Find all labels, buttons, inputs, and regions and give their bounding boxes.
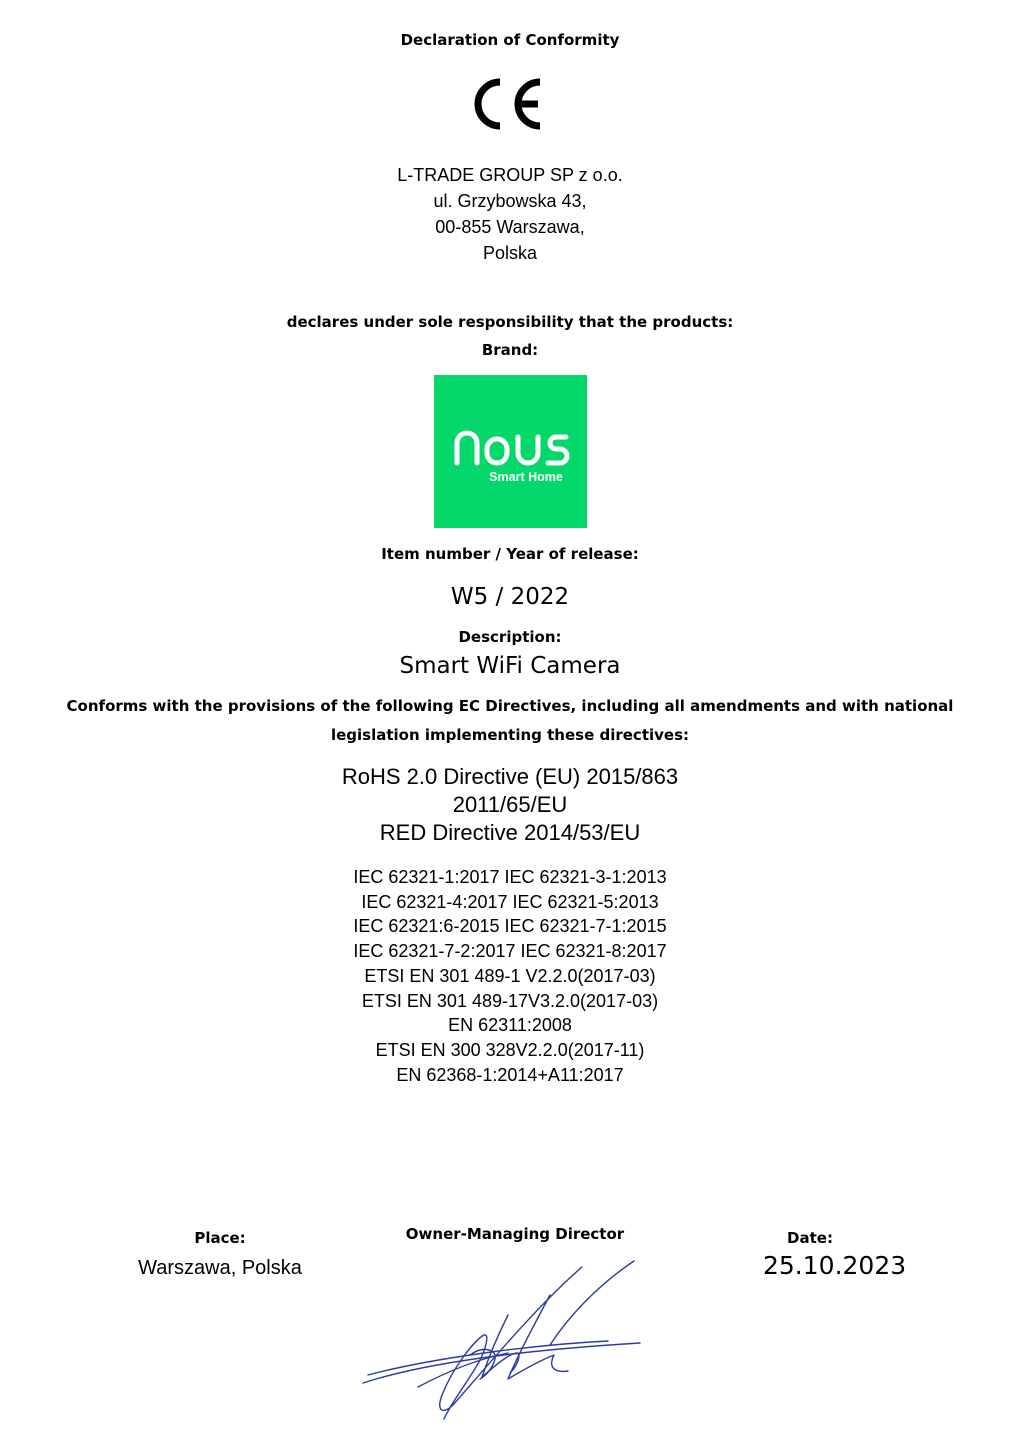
brand-logo xyxy=(434,375,587,528)
company-name: L-TRADE GROUP SP z o.o. xyxy=(397,165,623,185)
conformity-line-2: legislation implementing these directives: xyxy=(330,726,690,744)
nous-logo-icon xyxy=(434,375,587,528)
standard-item: IEC 62321-7-2:2017 IEC 62321-8:2017 xyxy=(353,941,667,962)
company-city: 00-855 Warszawa, xyxy=(435,217,585,237)
company-street: ul. Grzybowska 43, xyxy=(433,191,587,211)
brand-label: Brand: xyxy=(481,341,539,359)
date-label: Date: xyxy=(787,1229,833,1247)
signature-icon xyxy=(358,1255,648,1425)
description-label: Description: xyxy=(458,628,562,646)
directive-item: 2011/65/EU xyxy=(452,792,568,817)
date-value: 25.10.2023 xyxy=(763,1251,907,1280)
owner-managing-director-label: Owner-Managing Director xyxy=(405,1225,625,1243)
document-title: Declaration of Conformity xyxy=(400,31,620,49)
standards-list xyxy=(0,865,1020,1087)
directive-item: RoHS 2.0 Directive (EU) 2015/863 xyxy=(341,764,679,789)
place-label: Place: xyxy=(194,1229,246,1247)
company-address xyxy=(0,162,1020,266)
item-label: Item number / Year of release: xyxy=(381,545,639,563)
directive-item: RED Directive 2014/53/EU xyxy=(379,820,641,845)
conformity-statement xyxy=(0,692,1020,750)
standard-item: ETSI EN 301 489-1 V2.2.0(2017-03) xyxy=(364,965,656,986)
standard-item: IEC 62321:6-2015 IEC 62321-7-1:2015 xyxy=(353,916,667,937)
company-country: Polska xyxy=(482,243,538,263)
standard-item: IEC 62321-4:2017 IEC 62321-5:2013 xyxy=(361,891,659,912)
conformity-line-1: Conforms with the provisions of the following EC Directives, including all amendments and with national xyxy=(66,697,954,715)
description-value: Smart WiFi Camera xyxy=(399,653,621,679)
standard-item: EN 62368-1:2014+A11:2017 xyxy=(396,1064,624,1085)
declaration-statement: declares under sole responsibility that the products: xyxy=(286,313,734,331)
standard-item: IEC 62321-1:2017 IEC 62321-3-1:2013 xyxy=(353,867,667,887)
place-value: Warszawa, Polska xyxy=(138,1257,302,1279)
item-value: W5 / 2022 xyxy=(450,584,570,610)
directives-list xyxy=(0,763,1020,847)
standard-item: ETSI EN 301 489-17V3.2.0(2017-03) xyxy=(361,990,659,1011)
standard-item: EN 62311:2008 xyxy=(448,1015,572,1036)
ce-mark-icon xyxy=(466,78,546,130)
brand-logo-subtext: Smart Home xyxy=(489,470,563,484)
standard-item: ETSI EN 300 328V2.2.0(2017-11) xyxy=(375,1039,645,1060)
